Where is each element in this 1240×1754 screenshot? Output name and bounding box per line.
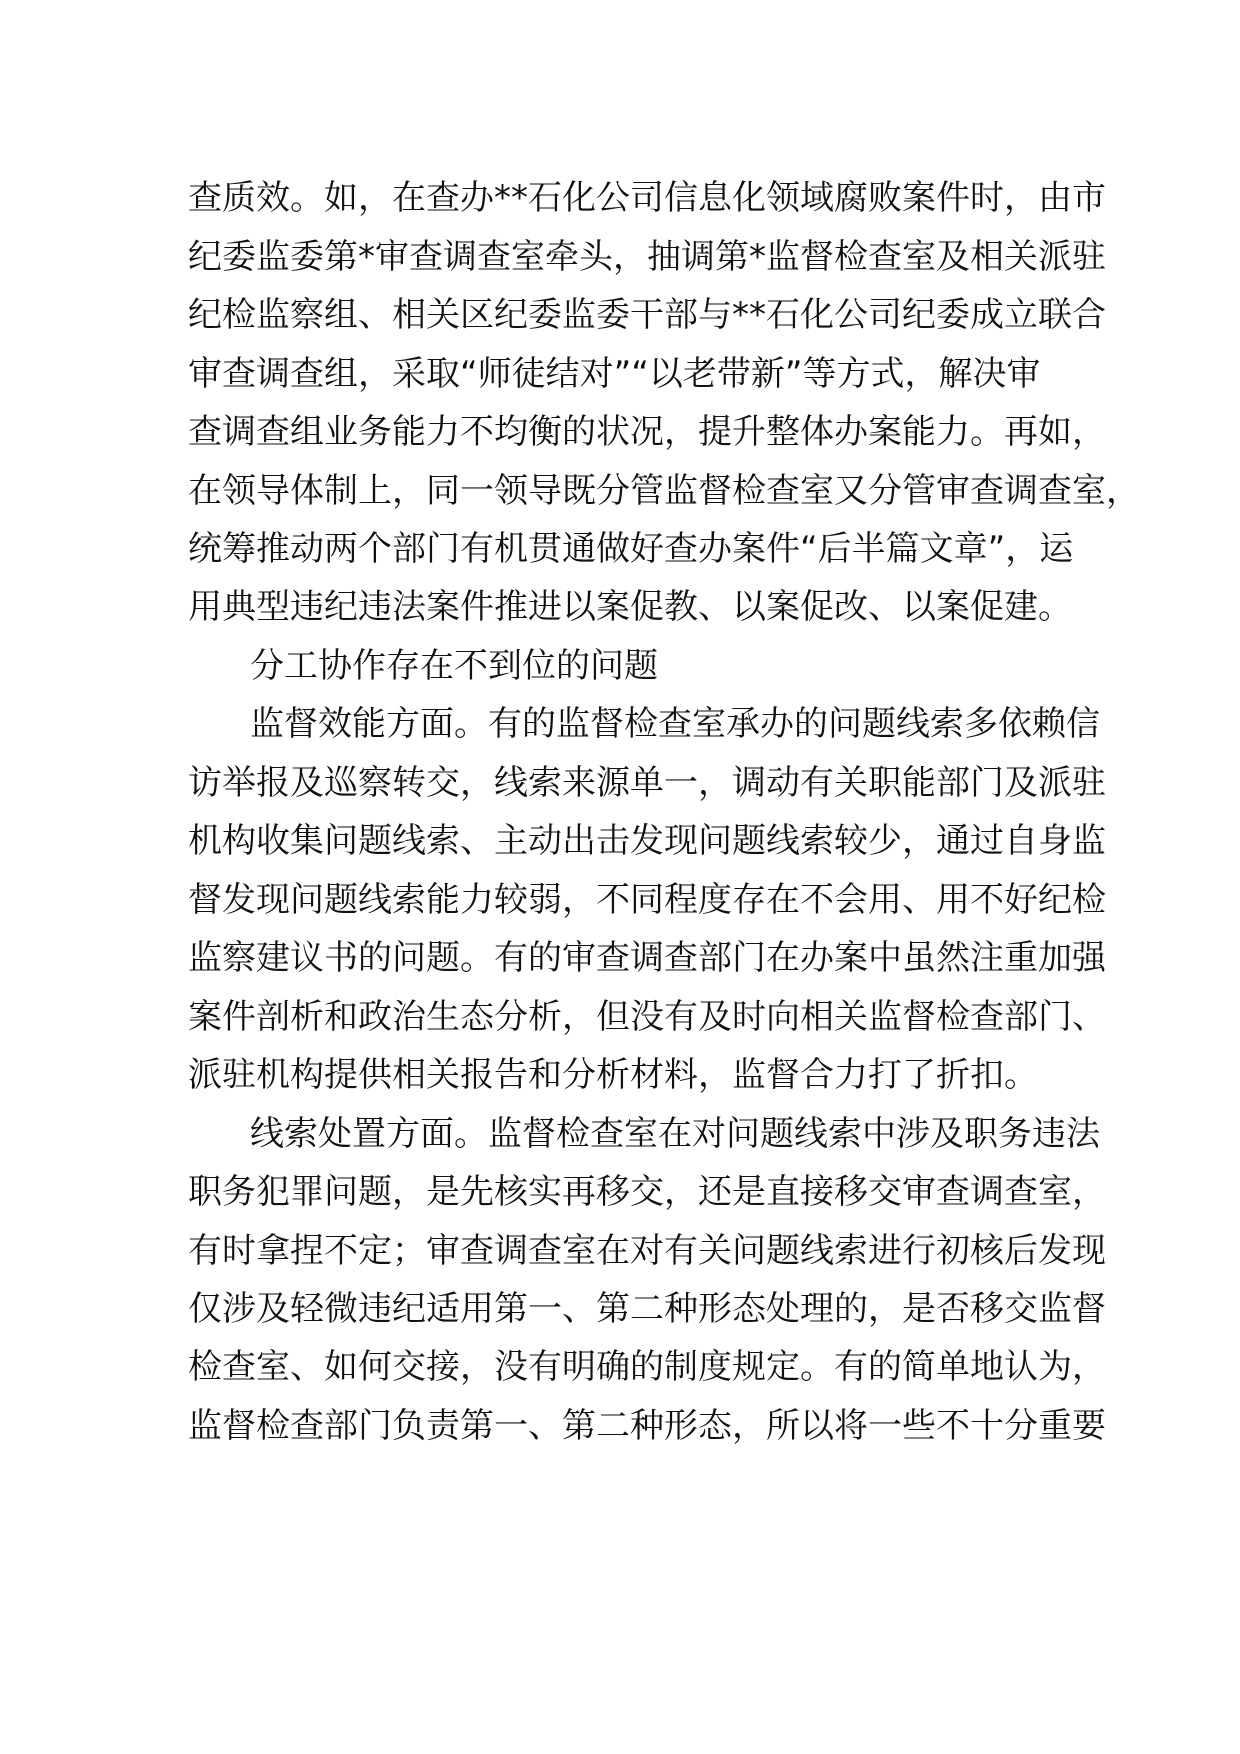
text-line: 用典型违纪违法案件推进以案促教、以案促改、以案促建。 bbox=[188, 587, 1072, 627]
text-line: 线索处置方面。监督检查室在对问题线索中涉及职务违法 bbox=[250, 1114, 1100, 1154]
text-line: 职务犯罪问题，是先核实再移交，还是直接移交审查调查室， bbox=[188, 1172, 1106, 1212]
text-line: 纪检监察组、相关区纪委监委干部与**石化公司纪委成立联合 bbox=[188, 295, 1106, 335]
text-line: 有时拿捏不定；审查调查室在对有关问题线索进行初核后发现 bbox=[188, 1231, 1106, 1271]
text-line: 仅涉及轻微违纪适用第一、第二种形态处理的，是否移交监督 bbox=[188, 1289, 1106, 1329]
text-line: 派驻机构提供相关报告和分析材料，监督合力打了折扣。 bbox=[188, 1055, 1038, 1095]
text-line: 查质效。如，在查办**石化公司信息化领域腐败案件时，由市 bbox=[188, 178, 1106, 218]
text-line: 查调查组业务能力不均衡的状况，提升整体办案能力。再如， bbox=[188, 412, 1106, 452]
text-line: 纪委监委第*审查调查室牵头，抽调第*监督检查室及相关派驻 bbox=[188, 237, 1106, 277]
text-line: 访举报及巡察转交，线索来源单一，调动有关职能部门及派驻 bbox=[188, 763, 1106, 803]
text-line: 督发现问题线索能力较弱，不同程度存在不会用、用不好纪检 bbox=[188, 880, 1106, 920]
text-line: 案件剖析和政治生态分析，但没有及时向相关监督检查部门、 bbox=[188, 997, 1106, 1037]
text-line: 统筹推动两个部门有机贯通做好查办案件“后半篇文章”，运 bbox=[188, 529, 1074, 569]
text-line: 监督检查部门负责第一、第二种形态，所以将一些不十分重要 bbox=[188, 1406, 1106, 1446]
text-line: 监察建议书的问题。有的审查调查部门在办案中虽然注重加强 bbox=[188, 938, 1106, 978]
text-line: 机构收集问题线索、主动出击发现问题线索较少，通过自身监 bbox=[188, 821, 1106, 861]
section-heading: 分工协作存在不到位的问题 bbox=[250, 646, 658, 686]
text-line: 在领导体制上，同一领导既分管监督检查室又分管审查调查室， bbox=[188, 471, 1140, 511]
text-line: 监督效能方面。有的监督检查室承办的问题线索多依赖信 bbox=[250, 704, 1100, 744]
text-line: 审查调查组，采取“师徒结对”“以老带新”等方式，解决审 bbox=[188, 354, 1041, 394]
text-line: 检查室、如何交接，没有明确的制度规定。有的简单地认为， bbox=[188, 1347, 1106, 1387]
